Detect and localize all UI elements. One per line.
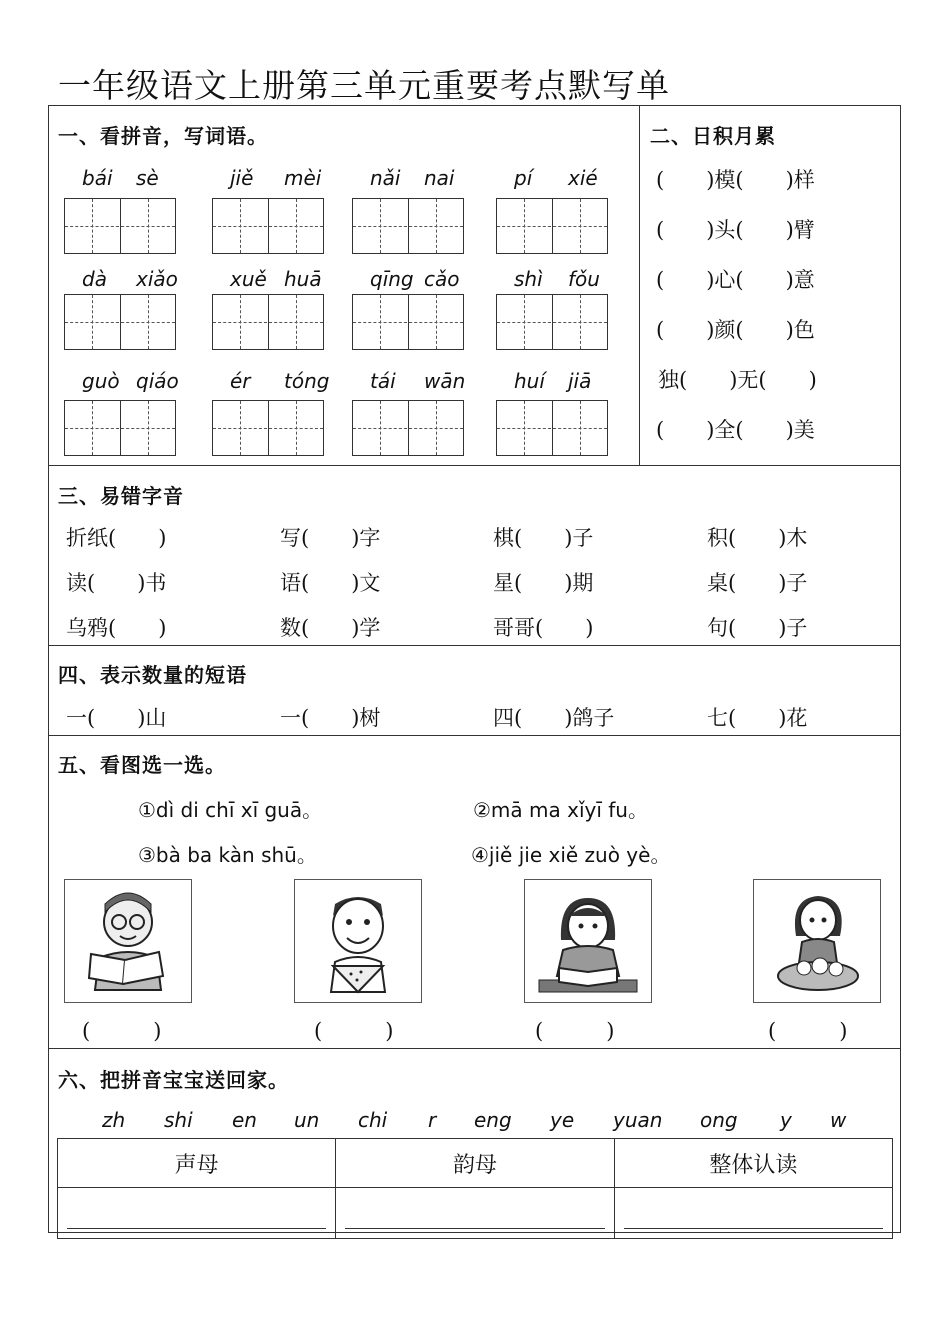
pinyin-syllable: sè (136, 166, 159, 190)
pinyin-syllable: tái (370, 369, 396, 393)
pronunciation-item[interactable]: 数( )学 (280, 616, 381, 640)
pinyin-token: zh (102, 1108, 126, 1132)
pinyin-syllable: pí (514, 166, 533, 190)
quantifier-item[interactable]: 一( )山 (66, 706, 167, 730)
pinyin-token: ye (550, 1108, 575, 1132)
pinyin-token: yuan (613, 1108, 663, 1132)
idiom-blank[interactable]: ( )心( )意 (656, 268, 815, 292)
answer-blank-4[interactable]: ( ) (768, 1019, 848, 1043)
pronunciation-item[interactable]: 语( )文 (280, 571, 381, 595)
pinyin-syllable: guò (82, 369, 120, 393)
column-header-whole-syllables: 整体认读 (614, 1139, 892, 1188)
idiom-blank[interactable]: 独( )无( ) (658, 368, 817, 392)
section-1-heading: 一、看拼音，写词语。 (58, 124, 268, 148)
pinyin-syllable: xié (568, 166, 598, 190)
pinyin-syllable: mèi (284, 166, 322, 190)
answer-cell-finals[interactable] (336, 1188, 614, 1239)
writing-box[interactable] (352, 198, 464, 254)
pronunciation-item[interactable]: 哥哥( ) (493, 616, 594, 640)
section-6-heading: 六、把拼音宝宝送回家。 (58, 1068, 289, 1092)
quantifier-item[interactable]: 四( )鸽子 (493, 706, 615, 730)
option-4: ④jiě jie xiě zuò yè。 (471, 843, 671, 867)
pinyin-syllable: qiáo (136, 369, 179, 393)
writing-box[interactable] (64, 198, 176, 254)
pronunciation-item[interactable]: 积( )木 (707, 526, 808, 550)
section-2-heading: 二、日积月累 (650, 124, 776, 148)
pinyin-syllable: huí (514, 369, 545, 393)
writing-box[interactable] (352, 294, 464, 350)
section-4-heading: 四、表示数量的短语 (58, 663, 247, 687)
pinyin-syllable: nai (424, 166, 455, 190)
pinyin-token: un (294, 1108, 320, 1132)
page-title: 一年级语文上册第三单元重要考点默写单 (58, 66, 670, 105)
woman-washing-clothes-image (753, 879, 881, 1003)
boy-eating-watermelon-image (294, 879, 422, 1003)
pronunciation-item[interactable]: 星( )期 (493, 571, 594, 595)
pinyin-syllable: cǎo (424, 267, 460, 291)
pinyin-syllable: xuě (230, 267, 267, 291)
column-header-initials: 声母 (58, 1139, 336, 1188)
pronunciation-item[interactable]: 桌( )子 (707, 571, 808, 595)
writing-box[interactable] (64, 400, 176, 456)
divider-4 (49, 1048, 900, 1049)
girl-doing-homework-image (524, 879, 652, 1003)
idiom-blank[interactable]: ( )模( )样 (656, 168, 815, 192)
pronunciation-item[interactable]: 折纸( ) (66, 526, 167, 550)
answer-line (345, 1228, 604, 1229)
pinyin-syllable: nǎi (370, 166, 401, 190)
section-5-heading: 五、看图选一选。 (58, 753, 226, 777)
pinyin-syllable: huā (284, 267, 322, 291)
answer-cell-whole-syllables[interactable] (614, 1188, 892, 1239)
pinyin-token: eng (474, 1108, 512, 1132)
pinyin-syllable: jiě (230, 166, 254, 190)
answer-cell-initials[interactable] (58, 1188, 336, 1239)
writing-box[interactable] (496, 198, 608, 254)
writing-box[interactable] (212, 198, 324, 254)
pinyin-syllable: dà (82, 267, 107, 291)
divider-2 (49, 645, 900, 646)
pronunciation-item[interactable]: 读( )书 (66, 571, 167, 595)
answer-blank-2[interactable]: ( ) (314, 1019, 394, 1043)
section-3-heading: 三、易错字音 (58, 484, 184, 508)
pinyin-syllable: bái (82, 166, 113, 190)
pinyin-token: en (232, 1108, 257, 1132)
quantifier-item[interactable]: 一( )树 (280, 706, 381, 730)
answer-blank-3[interactable]: ( ) (535, 1019, 615, 1043)
pinyin-syllable: jiā (568, 369, 592, 393)
idiom-blank[interactable]: ( )头( )臂 (656, 218, 815, 242)
writing-box[interactable] (64, 294, 176, 350)
pinyin-syllable: wān (424, 369, 466, 393)
boy-reading-book-image (64, 879, 192, 1003)
writing-box[interactable] (496, 400, 608, 456)
pinyin-syllable: tóng (284, 369, 330, 393)
writing-box[interactable] (212, 400, 324, 456)
option-2: ②mā ma xǐyī fu。 (473, 798, 648, 822)
divider-1 (49, 465, 900, 466)
pinyin-token: r (428, 1108, 437, 1132)
answer-line (67, 1228, 326, 1229)
idiom-blank[interactable]: ( )全( )美 (656, 418, 815, 442)
writing-box[interactable] (496, 294, 608, 350)
pinyin-token: shi (164, 1108, 193, 1132)
idiom-blank[interactable]: ( )颜( )色 (656, 318, 815, 342)
column-header-finals: 韵母 (336, 1139, 614, 1188)
pronunciation-item[interactable]: 句( )子 (707, 616, 808, 640)
pinyin-token: y (780, 1108, 792, 1132)
pinyin-token: w (830, 1108, 847, 1132)
divider-3 (49, 735, 900, 736)
pronunciation-item[interactable]: 写( )字 (280, 526, 381, 550)
option-1: ①dì di chī xī guā。 (138, 798, 323, 822)
pronunciation-item[interactable]: 棋( )子 (493, 526, 594, 550)
pinyin-token: ong (700, 1108, 738, 1132)
pinyin-syllable: ér (230, 369, 251, 393)
answer-line (624, 1228, 883, 1229)
quantifier-item[interactable]: 七( )花 (707, 706, 808, 730)
answer-blank-1[interactable]: ( ) (82, 1019, 162, 1043)
pinyin-syllable: qīng (370, 267, 414, 291)
pinyin-syllable: xiǎo (136, 267, 178, 291)
pronunciation-item[interactable]: 乌鸦( ) (66, 616, 167, 640)
pinyin-token: chi (358, 1108, 388, 1132)
option-3: ③bà ba kàn shū。 (138, 843, 317, 867)
writing-box[interactable] (352, 400, 464, 456)
pinyin-syllable: shì (514, 267, 543, 291)
pinyin-sort-table (57, 1138, 893, 1239)
writing-box[interactable] (212, 294, 324, 350)
column-divider (639, 106, 640, 466)
pinyin-syllable: fǒu (568, 267, 600, 291)
